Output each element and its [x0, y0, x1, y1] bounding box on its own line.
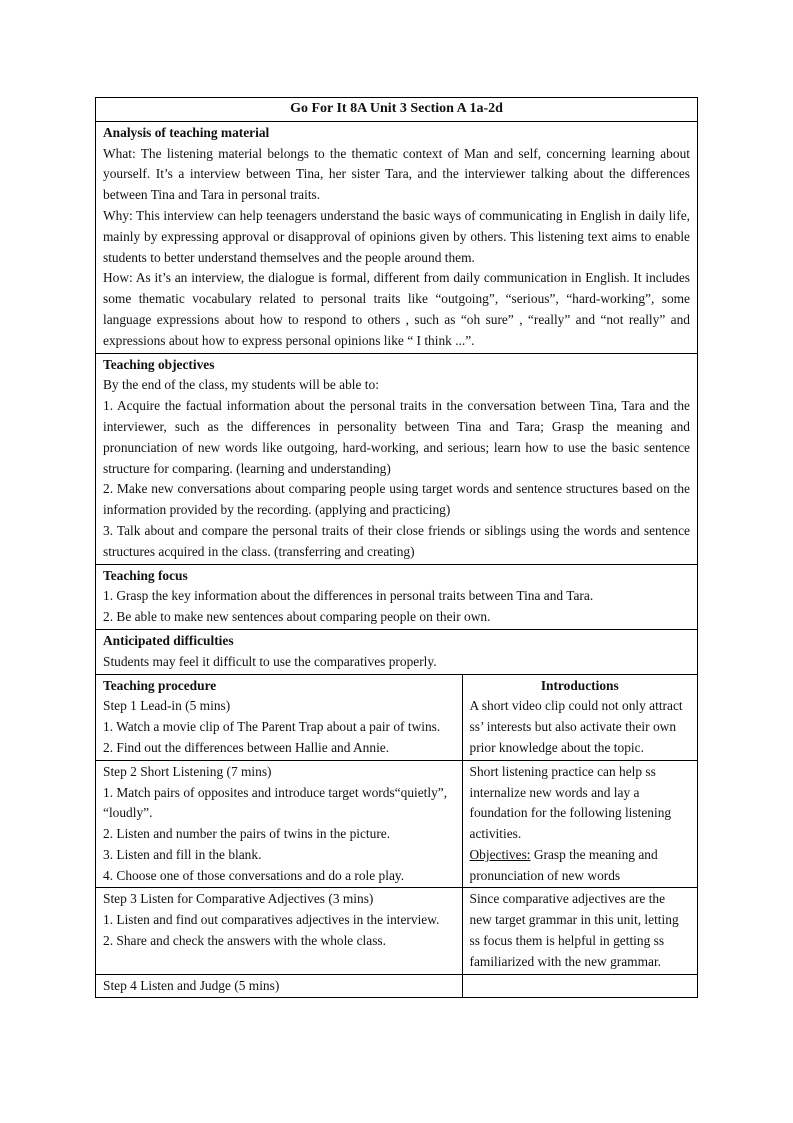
- step-line: Step 1 Lead-in (5 mins): [103, 698, 231, 714]
- lesson-plan-table: [95, 97, 698, 998]
- step-intro: A short video clip could not only attract ss’ interests but also activate their own prior knowledge about the topic.: [469, 698, 683, 755]
- objective-item: 2. Make new conversations about comparing people using target words and sentence structures based on the information provided by the recording. (applying and practicing): [103, 481, 690, 518]
- objectives-intro: By the end of the class, my students will be able to:: [103, 377, 379, 393]
- objectives-section: [96, 353, 698, 564]
- procedure-heading: Teaching procedure: [103, 677, 217, 693]
- difficulties-heading: Anticipated difficulties: [103, 632, 234, 648]
- analysis-how: How: As it’s an interview, the dialogue is formal, different from daily communication in English. It includes some thematic vocabulary related to personal traits like “outgoing”, “serious”, “hard-working”, some language expressions about how to respond to others , such as “oh sure” , “really” and “not really” and expressions about how to express personal opinions like “ I think ...”.: [103, 270, 690, 348]
- objectives-text: Grasp the meaning and pronunciation of new words: [469, 846, 658, 883]
- step-line: 2. Share and check the answers with the whole class.: [103, 933, 386, 949]
- step-objectives: [470, 845, 690, 887]
- focus-item: 2. Be able to make new sentences about comparing people on their own.: [103, 609, 491, 625]
- title-row: [96, 98, 698, 122]
- document-title: Go For It 8A Unit 3 Section A 1a-2d: [96, 98, 698, 122]
- step-line: 2. Find out the differences between Hallie and Annie.: [103, 739, 390, 755]
- focus-heading: Teaching focus: [103, 567, 188, 583]
- procedure-step-row: [96, 674, 698, 760]
- analysis-what: What: The listening material belongs to the thematic context of Man and self, concerning learning about yourself. It’s a interview between Tina, her sister Tara, and the interviewer talking about the differences between Tina and Tara in personal traits.: [103, 145, 690, 203]
- lesson-plan-page: [95, 97, 698, 998]
- difficulties-section: [96, 629, 698, 674]
- step-line: 1. Listen and find out comparatives adjectives in the interview.: [103, 912, 440, 928]
- step-line: 1. Watch a movie clip of The Parent Trap about a pair of twins.: [103, 719, 441, 735]
- step-line: Step 2 Short Listening (7 mins): [103, 763, 272, 779]
- focus-item: 1. Grasp the key information about the differences in personal traits between Tina and Tara.: [103, 588, 594, 604]
- procedure-step-row: [96, 760, 698, 888]
- analysis-heading: Analysis of teaching material: [103, 124, 270, 140]
- step-line: 3. Listen and fill in the blank.: [103, 846, 262, 862]
- analysis-why: Why: This interview can help teenagers understand the basic ways of communicating in English in daily life, mainly by expressing approval or disapproval of opinions given by others. This listening text aims to enable students to better understand themselves and the people around them.: [103, 207, 690, 265]
- step-line: Step 4 Listen and Judge (5 mins): [103, 977, 280, 993]
- introductions-heading: Introductions: [540, 677, 619, 693]
- step-line: 4. Choose one of those conversations and do a role play.: [103, 867, 405, 883]
- analysis-section: [96, 121, 698, 353]
- step-line: Step 3 Listen for Comparative Adjectives (3 mins): [103, 891, 374, 907]
- objective-item: 1. Acquire the factual information about the personal traits in the conversation between Tina, Tara and the interviewer, such as the differences in personality between Tina and Tara; Grasp the meaning and pronunciation of new words like outgoing, hard-working, and serious; learn how to use the basic sentence structure for comparing. (learning and understanding): [103, 398, 690, 476]
- focus-section: [96, 564, 698, 629]
- step-line: 2. Listen and number the pairs of twins in the picture.: [103, 826, 391, 842]
- difficulties-text: Students may feel it difficult to use the comparatives properly.: [103, 653, 437, 669]
- step-intro: Short listening practice can help ss internalize new words and lay a foundation for the following listening activities.: [469, 763, 672, 842]
- objective-item: 3. Talk about and compare the personal traits of their close friends or siblings using the words and sentence structures acquired in the class. (transferring and creating): [103, 522, 690, 559]
- objectives-heading: Teaching objectives: [103, 356, 215, 372]
- step-line: 1. Match pairs of opposites and introduce target words“quietly”, “loudly”.: [103, 784, 448, 821]
- objectives-label: Objectives:: [469, 846, 531, 862]
- procedure-step-row: [96, 888, 698, 974]
- step-intro: Since comparative adjectives are the new target grammar in this unit, letting ss focus them is helpful in getting ss familiarized with the new grammar.: [469, 891, 679, 969]
- procedure-step-row: [96, 974, 698, 998]
